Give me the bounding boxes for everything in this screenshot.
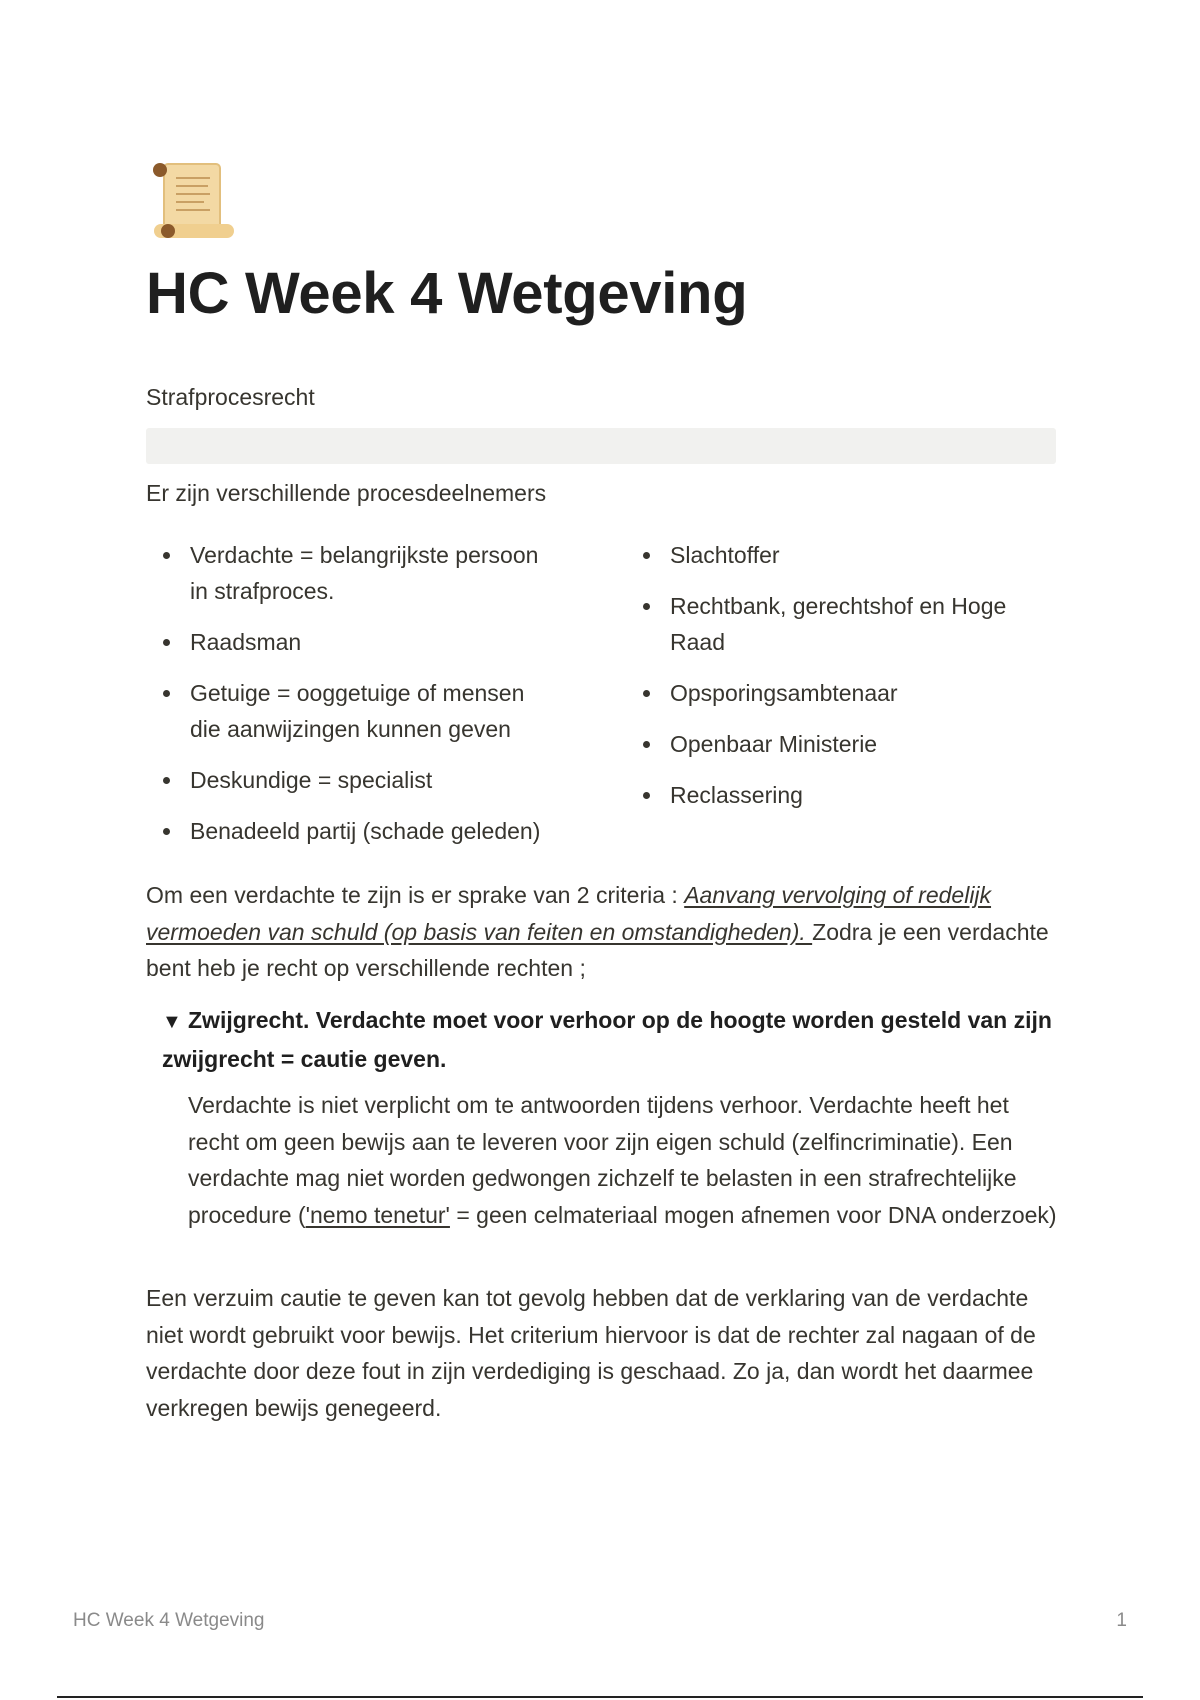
toggle-arrow-icon[interactable]: ▼ (162, 1011, 182, 1033)
consequence-paragraph: Een verzuim cautie te geven kan tot gevolg hebben dat de verklaring van de verdachte niet wordt gebruikt voor bewijs. Het criterium hiervoor is dat de rechter zal nagaan of de verdachte door deze fout in zijn verdediging is geschaad. Zo ja, dan wordt het daarmee verkregen bewijs genegeerd. (146, 1285, 1036, 1421)
footer-title: HC Week 4 Wetgeving (73, 1610, 265, 1631)
page-number: 1 (1116, 1610, 1127, 1631)
criteria-text-after: Zodra je een verdachte bent heb je recht op verschillende rechten ; (146, 918, 1049, 981)
toggle-content (188, 1087, 1058, 1233)
subtitle: Strafprocesrecht (146, 384, 315, 410)
list-item: Verdachte = belangrijkste persoon in strafproces. (146, 537, 546, 609)
toggle-block-zwijgrecht (162, 1002, 1062, 1228)
footer-divider (57, 1696, 1143, 1698)
list-item: Slachtoffer (626, 537, 1046, 573)
participants-column-left (146, 537, 546, 864)
toggle-heading-text: Zwijgrecht. Verdachte moet voor verhoor op de hoogte worden gesteld van zijn zwijgrecht = cautie geven. (162, 1007, 1052, 1072)
nemo-tenetur-term: 'nemo tenetur' (305, 1201, 450, 1228)
criteria-emphasis: Aanvang vervolging of redelijk vermoeden van schuld (op basis van feiten en omstandigheden). (146, 882, 992, 945)
list-item: Openbaar Ministerie (626, 726, 1046, 762)
list-item: Rechtbank, gerechtshof en Hoge Raad (626, 588, 1046, 660)
page-title: HC Week 4 Wetgeving (146, 261, 748, 326)
list-item: Opsporingsambtenaar (626, 675, 1046, 711)
scroll-icon (146, 158, 236, 244)
participants-list-left (146, 537, 546, 849)
intro-text: Er zijn verschillende procesdeelnemers (146, 480, 547, 506)
list-item: Deskundige = specialist (146, 762, 546, 798)
list-item: Benadeeld partij (schade geleden) (146, 813, 546, 849)
list-item: Getuige = ooggetuige of mensen die aanwijzingen kunnen geven (146, 675, 546, 747)
criteria-paragraph (146, 877, 1056, 987)
participants-column-right (626, 537, 1046, 828)
toggle-body-text-after: = geen celmateriaal mogen afnemen voor DNA onderzoek) (449, 1201, 1057, 1228)
list-item: Reclassering (626, 777, 1046, 813)
toggle-header[interactable] (162, 1002, 1062, 1077)
criteria-text: Om een verdachte te zijn is er sprake van 2 criteria : (146, 882, 685, 908)
empty-callout-block (146, 428, 1056, 464)
toggle-body-text: Verdachte is niet verplicht om te antwoorden tijdens verhoor. Verdachte heeft het recht om geen bewijs aan te leveren voor zijn eigen schuld (zelfincriminatie). Een verdachte mag niet worden gedwongen zichzelf te belasten in een strafrechtelijke procedure ( (188, 1092, 1017, 1228)
participants-list-right (626, 537, 1046, 813)
list-item: Raadsman (146, 624, 546, 660)
